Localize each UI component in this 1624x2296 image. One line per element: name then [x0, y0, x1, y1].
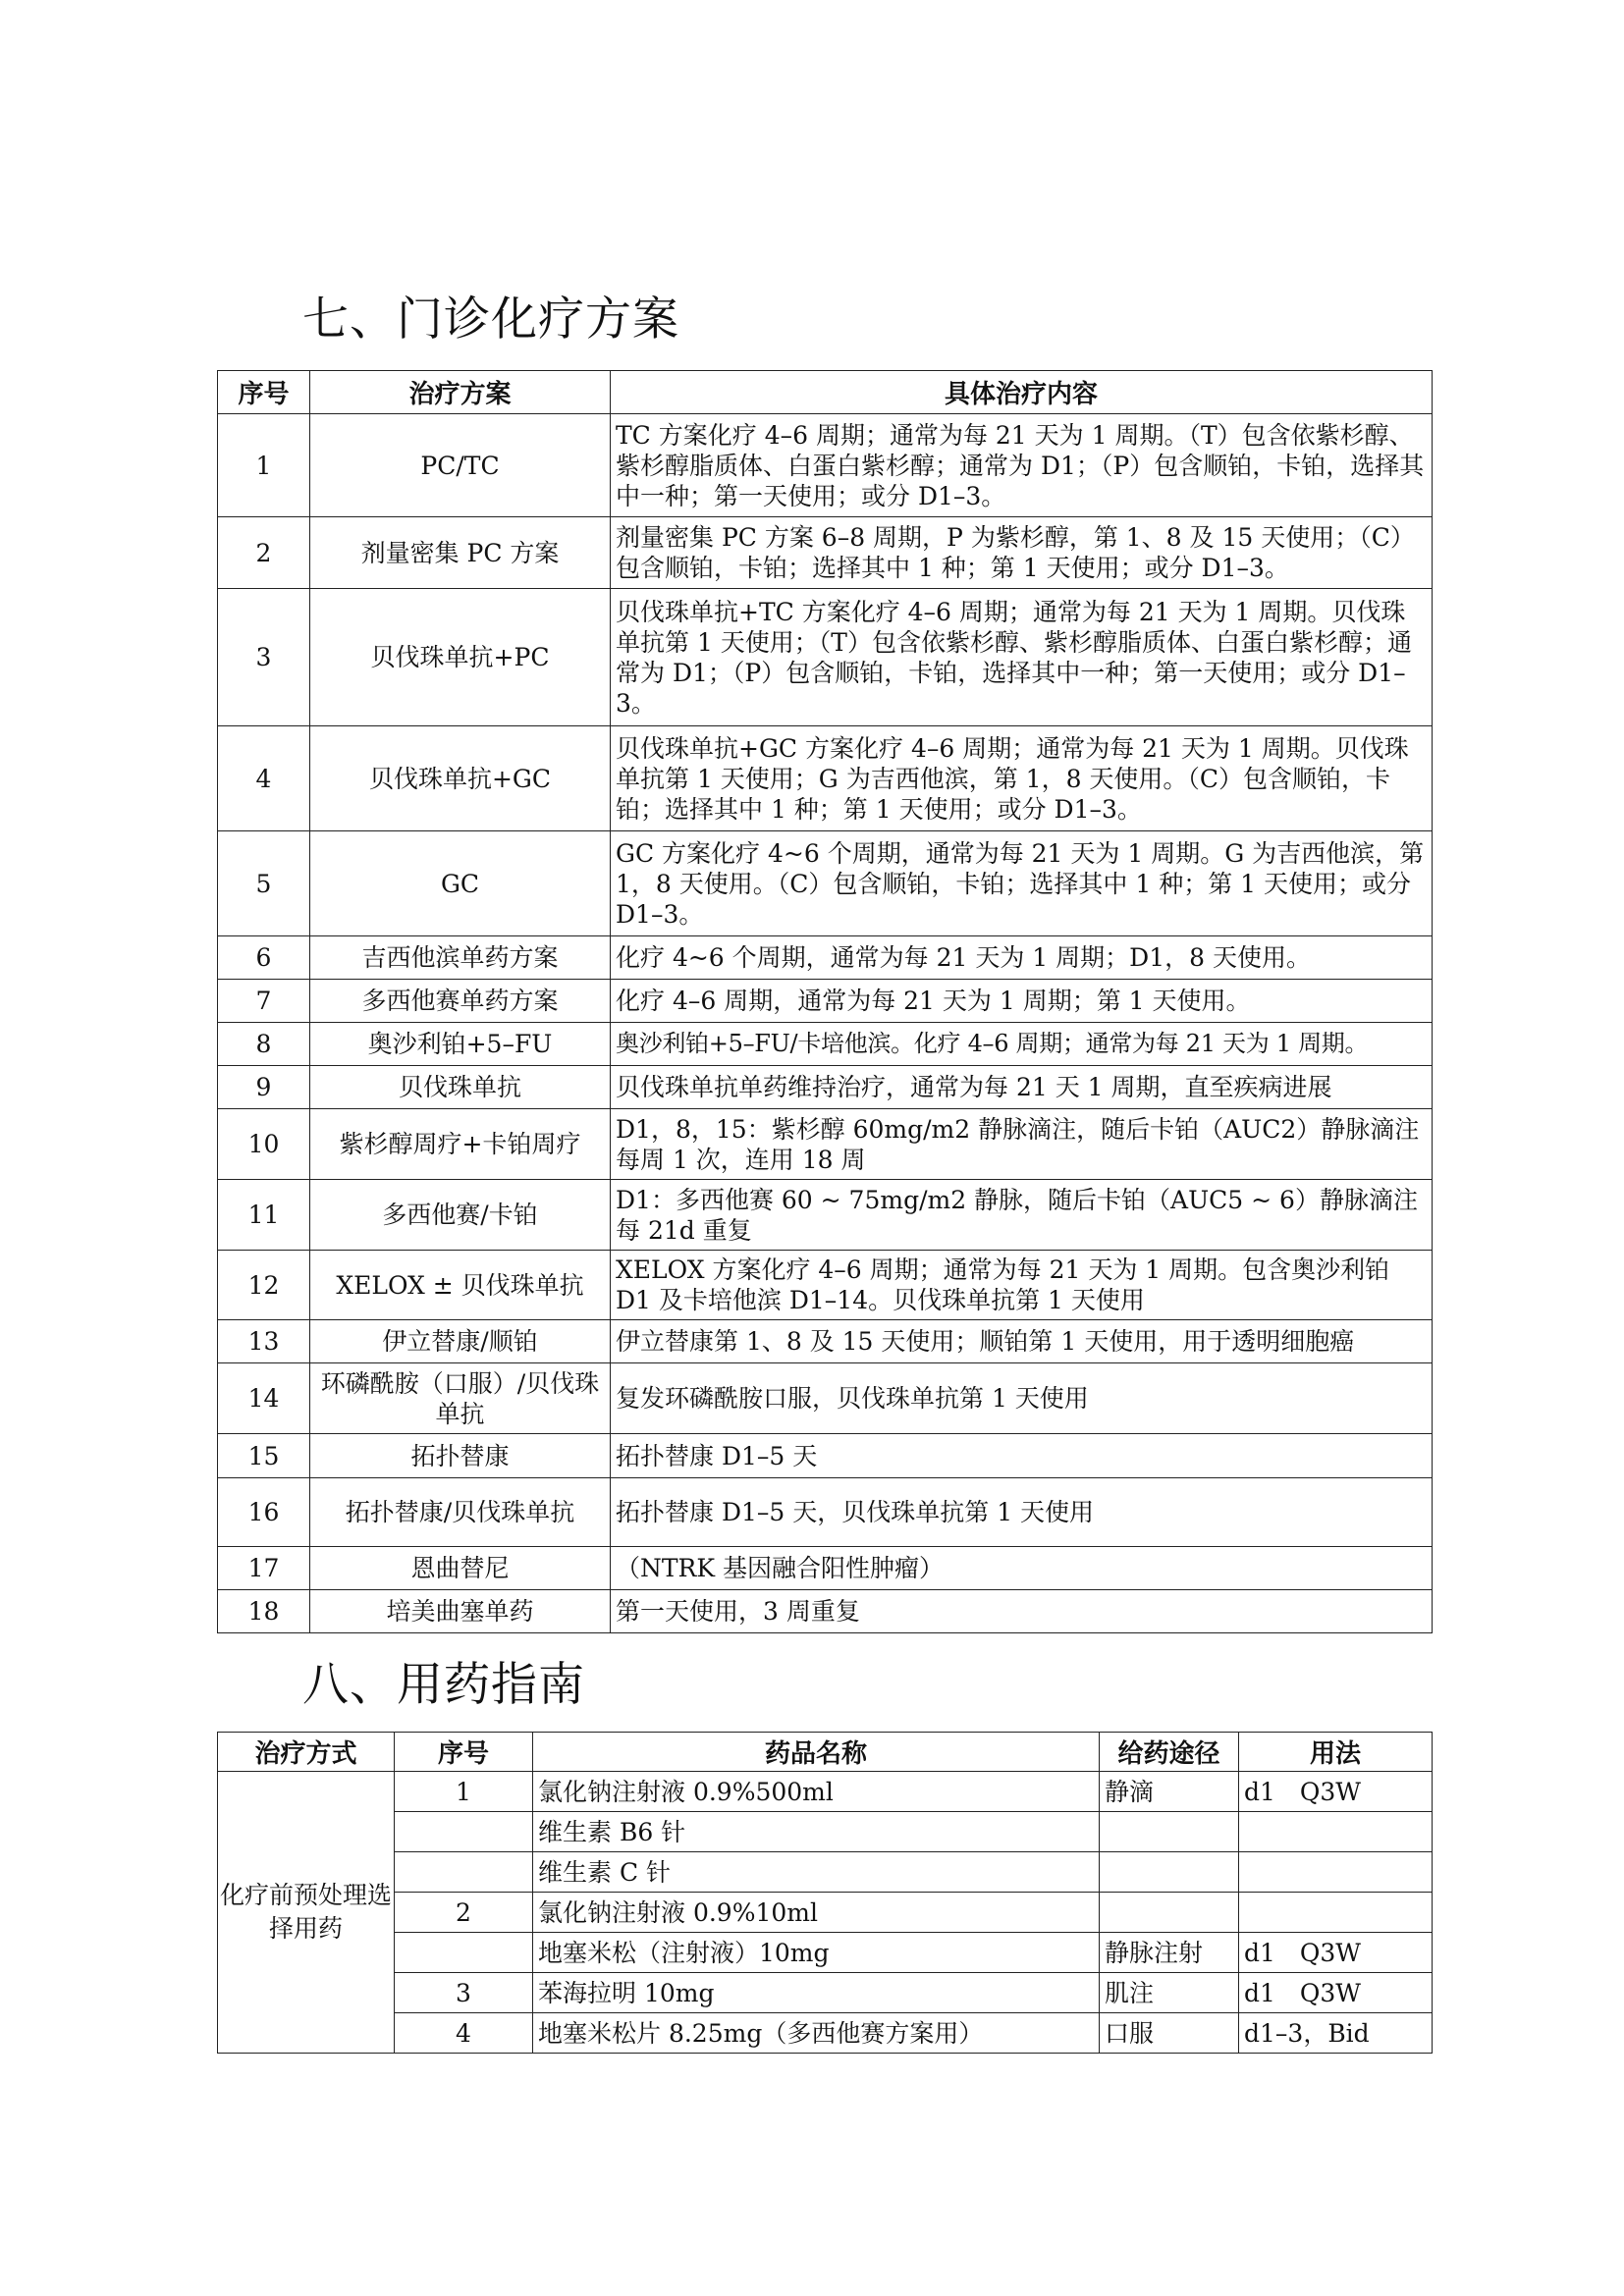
row-content: D1：多西他赛 60 ~ 75mg/m2 静脉，随后卡铂（AUC5 ~ 6）静脉滴注每 21d 重复	[611, 1180, 1433, 1251]
row-route	[1100, 1852, 1239, 1893]
row-route: 静滴	[1100, 1772, 1239, 1812]
table-row	[218, 831, 1433, 936]
row-content: D1，8，15：紫杉醇 60mg/m2 静脉滴注，随后卡铂（AUC2）静脉滴注每周 1 次，连用 18 周	[611, 1109, 1433, 1180]
row-usage: d1 Q3W	[1239, 1933, 1433, 1973]
row-no: 10	[218, 1109, 310, 1180]
table-row	[218, 589, 1433, 726]
row-drug: 地塞米松（注射液）10mg	[533, 1933, 1100, 1973]
row-content: 第一天使用，3 周重复	[611, 1590, 1433, 1633]
row-drug: 维生素 C 针	[533, 1852, 1100, 1893]
row-no: 7	[218, 980, 310, 1023]
row-drug: 苯海拉明 10mg	[533, 1973, 1100, 2013]
table-row	[218, 1933, 1433, 1973]
row-plan: 拓扑替康	[310, 1434, 611, 1478]
row-no: 13	[218, 1320, 310, 1363]
table-row	[218, 1066, 1433, 1109]
table-row	[218, 517, 1433, 589]
row-plan: 贝伐珠单抗+GC	[310, 726, 611, 831]
table-row	[218, 980, 1433, 1023]
section-8-title: 八、用药指南	[302, 1658, 585, 1712]
table-row	[218, 1023, 1433, 1066]
row-route	[1100, 1893, 1239, 1933]
row-plan: 环磷酰胺（口服）/贝伐珠单抗	[310, 1363, 611, 1434]
table-row	[218, 2013, 1433, 2054]
table-row	[218, 1180, 1433, 1251]
row-no	[395, 1852, 533, 1893]
row-no: 3	[395, 1973, 533, 2013]
row-no: 5	[218, 831, 310, 936]
row-no: 11	[218, 1180, 310, 1251]
table-row	[218, 1973, 1433, 2013]
col-header-no: 序号	[218, 371, 310, 414]
row-no: 14	[218, 1363, 310, 1434]
row-content: 贝伐珠单抗+GC 方案化疗 4–6 周期；通常为每 21 天为 1 周期。贝伐珠单抗第 1 天使用；G 为吉西他滨，第 1，8 天使用。（C）包含顺铂，卡铂；选择其中 1 种；第 1 天使用；或分 D1–3。	[611, 726, 1433, 831]
row-content: 化疗 4–6 周期，通常为每 21 天为 1 周期；第 1 天使用。	[611, 980, 1433, 1023]
row-no: 12	[218, 1251, 310, 1320]
row-plan: GC	[310, 831, 611, 936]
row-no: 1	[395, 1772, 533, 1812]
row-content: TC 方案化疗 4–6 周期；通常为每 21 天为 1 周期。（T）包含依紫杉醇、紫杉醇脂质体、白蛋白紫杉醇；通常为 D1；（P）包含顺铂，卡铂，选择其中一种；第一天使用；或分 D1–3。	[611, 414, 1433, 517]
row-no	[395, 1933, 533, 1973]
row-content: 拓扑替康 D1–5 天	[611, 1434, 1433, 1478]
row-no: 16	[218, 1478, 310, 1547]
table-row	[218, 1109, 1433, 1180]
table-header-row	[218, 371, 1433, 414]
row-no: 2	[218, 517, 310, 589]
col-header-plan: 治疗方案	[310, 371, 611, 414]
row-usage	[1239, 1852, 1433, 1893]
table-row	[218, 1590, 1433, 1633]
table-header-row	[218, 1733, 1433, 1772]
row-usage: d1–3，Bid	[1239, 2013, 1433, 2054]
row-plan: 多西他赛/卡铂	[310, 1180, 611, 1251]
row-content: （NTRK 基因融合阳性肿瘤）	[611, 1547, 1433, 1590]
row-route: 口服	[1100, 2013, 1239, 2054]
section-7-title: 七、门诊化疗方案	[302, 293, 679, 347]
table-row	[218, 936, 1433, 980]
table-row	[218, 1772, 1433, 1812]
table-row	[218, 726, 1433, 831]
row-content: 贝伐珠单抗+TC 方案化疗 4–6 周期；通常为每 21 天为 1 周期。贝伐珠单抗第 1 天使用；（T）包含依紫杉醇、紫杉醇脂质体、白蛋白紫杉醇；通常为 D1；（P）包含顺铂，卡铂，选择其中一种；第一天使用；或分 D1–3。	[611, 589, 1433, 726]
treatment-group-label: 化疗前预处理选择用药	[218, 1772, 395, 2054]
row-content: 奥沙利铂+5–FU/卡培他滨。化疗 4–6 周期；通常为每 21 天为 1 周期。	[611, 1023, 1433, 1066]
row-drug: 氯化钠注射液 0.9%500ml	[533, 1772, 1100, 1812]
row-plan: 恩曲替尼	[310, 1547, 611, 1590]
row-no: 15	[218, 1434, 310, 1478]
outpatient-chemo-table	[217, 370, 1433, 1633]
medication-guide-table	[217, 1732, 1433, 2054]
row-content: GC 方案化疗 4~6 个周期，通常为每 21 天为 1 周期。G 为吉西他滨，第 1，8 天使用。（C）包含顺铂，卡铂；选择其中 1 种；第 1 天使用；或分 D1–3。	[611, 831, 1433, 936]
row-usage	[1239, 1812, 1433, 1852]
row-plan: 贝伐珠单抗	[310, 1066, 611, 1109]
col-header-usage: 用法	[1239, 1733, 1433, 1772]
row-content: 复发环磷酰胺口服，贝伐珠单抗第 1 天使用	[611, 1363, 1433, 1434]
row-no: 8	[218, 1023, 310, 1066]
row-drug: 地塞米松片 8.25mg（多西他赛方案用）	[533, 2013, 1100, 2054]
row-no: 18	[218, 1590, 310, 1633]
row-route: 肌注	[1100, 1973, 1239, 2013]
row-content: 拓扑替康 D1–5 天，贝伐珠单抗第 1 天使用	[611, 1478, 1433, 1547]
row-plan: 多西他赛单药方案	[310, 980, 611, 1023]
row-no	[395, 1812, 533, 1852]
row-no: 1	[218, 414, 310, 517]
col-header-content: 具体治疗内容	[611, 371, 1433, 414]
row-no: 4	[218, 726, 310, 831]
table-row	[218, 1251, 1433, 1320]
row-plan: 紫杉醇周疗+卡铂周疗	[310, 1109, 611, 1180]
table-row	[218, 1893, 1433, 1933]
row-plan: 剂量密集 PC 方案	[310, 517, 611, 589]
row-content: XELOX 方案化疗 4–6 周期；通常为每 21 天为 1 周期。包含奥沙利铂 D1 及卡培他滨 D1–14。贝伐珠单抗第 1 天使用	[611, 1251, 1433, 1320]
row-no: 6	[218, 936, 310, 980]
row-content: 化疗 4~6 个周期，通常为每 21 天为 1 周期；D1，8 天使用。	[611, 936, 1433, 980]
table-row	[218, 1434, 1433, 1478]
row-plan: XELOX ± 贝伐珠单抗	[310, 1251, 611, 1320]
row-content: 剂量密集 PC 方案 6–8 周期，P 为紫杉醇，第 1、8 及 15 天使用；（C）包含顺铂，卡铂；选择其中 1 种；第 1 天使用；或分 D1–3。	[611, 517, 1433, 589]
table-row	[218, 1547, 1433, 1590]
row-plan: PC/TC	[310, 414, 611, 517]
col-header-method: 治疗方式	[218, 1733, 395, 1772]
row-no: 3	[218, 589, 310, 726]
col-header-route: 给药途径	[1100, 1733, 1239, 1772]
row-usage	[1239, 1893, 1433, 1933]
table-row	[218, 1852, 1433, 1893]
row-route: 静脉注射	[1100, 1933, 1239, 1973]
col-header-drug: 药品名称	[533, 1733, 1100, 1772]
row-plan: 伊立替康/顺铂	[310, 1320, 611, 1363]
row-content: 伊立替康第 1、8 及 15 天使用；顺铂第 1 天使用，用于透明细胞癌	[611, 1320, 1433, 1363]
row-plan: 吉西他滨单药方案	[310, 936, 611, 980]
row-plan: 贝伐珠单抗+PC	[310, 589, 611, 726]
table-row	[218, 1320, 1433, 1363]
row-usage: d1 Q3W	[1239, 1973, 1433, 2013]
row-drug: 维生素 B6 针	[533, 1812, 1100, 1852]
row-route	[1100, 1812, 1239, 1852]
row-no: 9	[218, 1066, 310, 1109]
row-content: 贝伐珠单抗单药维持治疗，通常为每 21 天 1 周期，直至疾病进展	[611, 1066, 1433, 1109]
row-plan: 奥沙利铂+5–FU	[310, 1023, 611, 1066]
table-row	[218, 414, 1433, 517]
table-row	[218, 1363, 1433, 1434]
row-plan: 拓扑替康/贝伐珠单抗	[310, 1478, 611, 1547]
row-usage: d1 Q3W	[1239, 1772, 1433, 1812]
row-plan: 培美曲塞单药	[310, 1590, 611, 1633]
row-drug: 氯化钠注射液 0.9%10ml	[533, 1893, 1100, 1933]
row-no: 17	[218, 1547, 310, 1590]
row-no: 4	[395, 2013, 533, 2054]
row-no: 2	[395, 1893, 533, 1933]
table-row	[218, 1812, 1433, 1852]
col-header-no: 序号	[395, 1733, 533, 1772]
table-row	[218, 1478, 1433, 1547]
